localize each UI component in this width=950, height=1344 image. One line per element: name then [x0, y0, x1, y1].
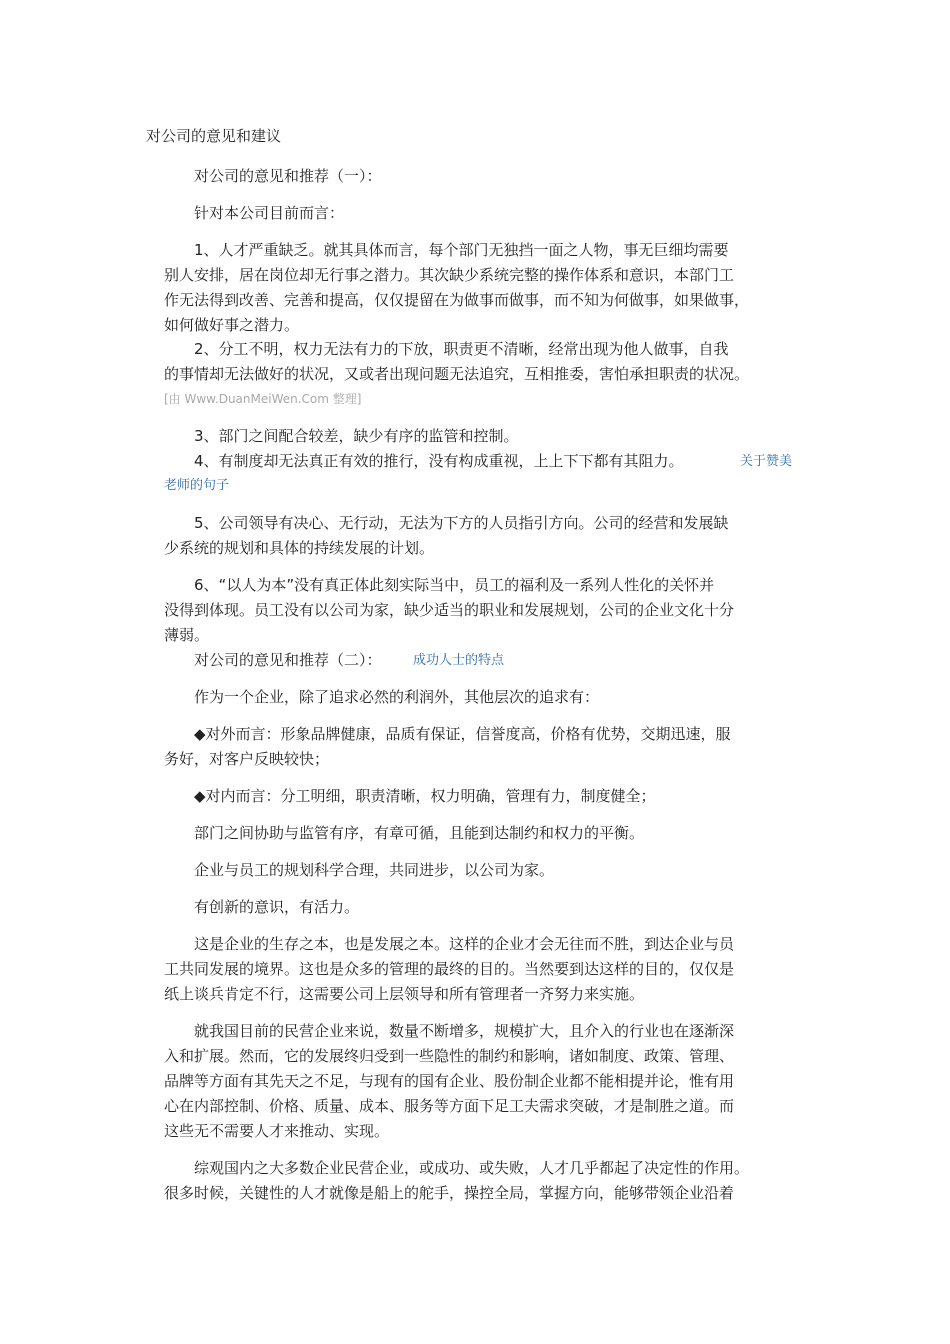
paragraph-line: 薄弱。 [164, 626, 210, 644]
paragraph-line: 这是企业的生存之本，也是发展之本。这样的企业才会无往而不胜，到达企业与员 [194, 935, 735, 953]
section-heading-1: 对公司的意见和推荐（一）： [194, 167, 382, 185]
paragraph-line: 纸上谈兵肯定不行，这需要公司上层领导和所有管理者一齐努力来实施。 [164, 985, 645, 1003]
paragraph-line: 没得到体现。员工没有以公司为家，缺少适当的职业和发展规划，公司的企业文化十分 [164, 601, 735, 619]
paragraph-line: 这些无不需要人才来推动、实现。 [164, 1122, 390, 1140]
paragraph-line: 务好，对客户反映较快； [164, 750, 330, 768]
paragraph-line: 1、人才严重缺乏。就其具体而言，每个部门无独挡一面之人物，事无巨细均需要 [194, 241, 729, 259]
paragraph-line: 的事情却无法做好的状况，又或者出现问题无法追究，互相推委，害怕承担职责的状况。 [164, 365, 750, 383]
paragraph-line: 少系统的规划和具体的持续发展的计划。 [164, 539, 435, 557]
paragraph-line: 2、分工不明，权力无法有力的下放，职责更不清晰，经常出现为他人做事，自我 [194, 340, 729, 358]
paragraph-line: 很多时候，关键性的人才就像是船上的舵手，操控全局，掌握方向，能够带领企业沿着 [164, 1184, 735, 1202]
section-heading-2: 对公司的意见和推荐（二）： [194, 651, 382, 669]
paragraph-line: ◆对内而言：分工明细，职责清晰，权力明确，管理有力，制度健全； [194, 787, 656, 805]
paragraph-line: 心在内部控制、价格、质量、成本、服务等方面下足工夫需求突破，才是制胜之道。而 [164, 1097, 735, 1115]
paragraph-line: 5、公司领导有决心、无行动，无法为下方的人员指引方向。公司的经营和发展缺 [194, 514, 729, 532]
paragraph-line: 品牌等方面有其先天之不足，与现有的国有企业、股份制企业都不能相提并论，惟有用 [164, 1072, 735, 1090]
intro-line: 针对本公司目前而言： [194, 204, 345, 222]
paragraph-line: 部门之间协助与监管有序，有章可循，且能到达制约和权力的平衡。 [194, 824, 645, 842]
paragraph-line: 别人安排，居在岗位却无行事之潜力。其次缺少系统完整的操作体系和意识，本部门工 [164, 266, 735, 284]
source-note: [由 Www.DuanMeiWen.Com 整理] [164, 392, 362, 406]
paragraph-line: 综观国内之大多数企业民营企业，或成功、或失败，人才几乎都起了决定性的作用。 [194, 1159, 750, 1177]
paragraph-line: 作为一个企业，除了追求必然的利润外，其他层次的追求有： [194, 688, 600, 706]
paragraph-line: ◆对外而言：形象品牌健康，品质有保证，信誉度高，价格有优势，交期迅速，服 [194, 725, 731, 743]
paragraph-line: 入和扩展。然而，它的发展终归受到一些隐性的制约和影响，诸如制度、政策、管理、 [164, 1047, 735, 1065]
paragraph-line: 6、“以人为本”没有真正体此刻实际当中，员工的福利及一系列人性化的关怀并 [194, 576, 715, 594]
paragraph-line: 如何做好事之潜力。 [164, 316, 300, 334]
paragraph-line: 企业与员工的规划科学合理，共同进步，以公司为家。 [194, 861, 555, 879]
paragraph-line: 作无法得到改善、完善和提高，仅仅提留在为做事而做事，而不知为何做事，如果做事， [164, 291, 750, 309]
paragraph-line: 3、部门之间配合较差，缺少有序的监管和控制。 [194, 427, 519, 445]
paragraph-line: 工共同发展的境界。这也是众多的管理的最终的目的。当然要到达这样的目的，仅仅是 [164, 960, 735, 978]
document-title: 对公司的意见和建议 [146, 127, 282, 145]
paragraph-line: 4、有制度却无法真正有效的推行，没有构成重视，上上下下都有其阻力。 [194, 452, 684, 470]
paragraph-line: 就我国目前的民营企业来说，数量不断增多，规模扩大，且介入的行业也在逐渐深 [194, 1022, 735, 1040]
related-link-praise-teacher-cont[interactable]: 老师的句子 [164, 478, 230, 493]
related-link-success-traits[interactable]: 成功人士的特点 [413, 653, 505, 668]
related-link-praise-teacher[interactable]: 关于赞美 [740, 454, 793, 469]
paragraph-line: 有创新的意识，有活力。 [194, 898, 360, 916]
